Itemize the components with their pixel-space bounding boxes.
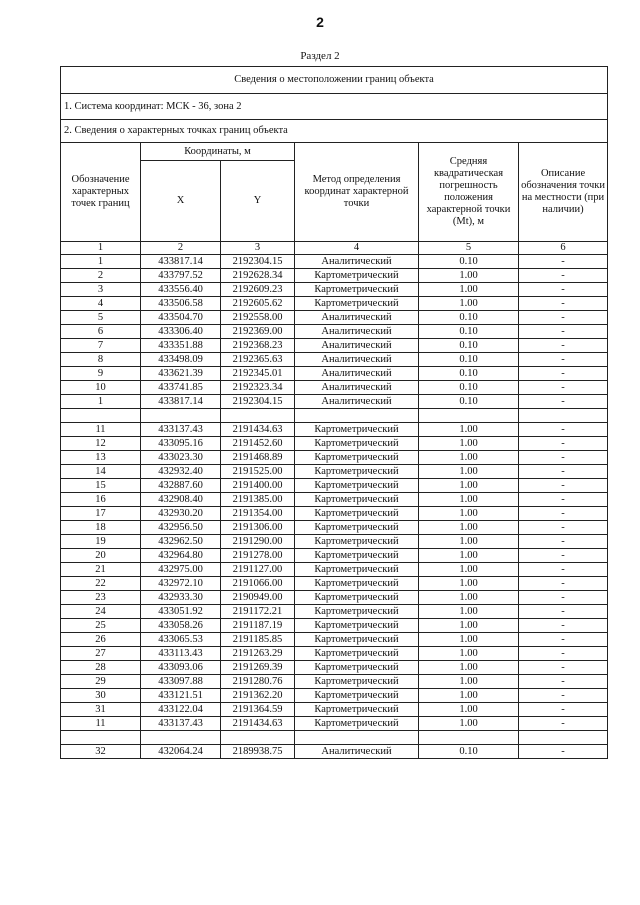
table-row: [61, 675, 608, 689]
header-error: Средняя квадратическая погрешность положения характерной точки (Mt), м: [419, 143, 519, 242]
method-cell: Аналитический: [295, 325, 419, 339]
y-coordinate-cell: 2191354.00: [221, 507, 295, 521]
point-id-cell: 18: [61, 521, 141, 535]
point-id-cell: 21: [61, 563, 141, 577]
y-coordinate-cell: 2191263.29: [221, 647, 295, 661]
error-cell: 1.00: [419, 717, 519, 731]
x-coordinate-cell: 433058.26: [141, 619, 221, 633]
x-coordinate-cell: 433065.53: [141, 633, 221, 647]
error-cell: 0.10: [419, 255, 519, 269]
point-id-cell: 7: [61, 339, 141, 353]
method-cell: Аналитический: [295, 339, 419, 353]
description-cell: -: [519, 451, 608, 465]
y-coordinate-cell: 2191187.19: [221, 619, 295, 633]
description-cell: -: [519, 605, 608, 619]
description-cell: -: [519, 353, 608, 367]
x-coordinate-cell: 433051.92: [141, 605, 221, 619]
error-cell: 1.00: [419, 661, 519, 675]
description-cell: -: [519, 269, 608, 283]
method-cell: Аналитический: [295, 311, 419, 325]
description-cell: -: [519, 311, 608, 325]
error-cell: 1.00: [419, 619, 519, 633]
method-cell: Картометрический: [295, 549, 419, 563]
y-coordinate-cell: 2192369.00: [221, 325, 295, 339]
y-coordinate-cell: 2192368.23: [221, 339, 295, 353]
point-id-cell: 1: [61, 395, 141, 409]
y-coordinate-cell: 2191269.39: [221, 661, 295, 675]
table-row: [61, 605, 608, 619]
y-coordinate-cell: 2192323.34: [221, 381, 295, 395]
x-coordinate-cell: 432064.24: [141, 745, 221, 759]
x-coordinate-cell: 433506.58: [141, 297, 221, 311]
point-id-cell: 30: [61, 689, 141, 703]
y-coordinate-cell: 2191362.20: [221, 689, 295, 703]
page-number: 2: [316, 14, 324, 30]
method-cell: Картометрический: [295, 423, 419, 437]
table-row: [61, 339, 608, 353]
table-row: [61, 465, 608, 479]
points-heading: 2. Сведения о характерных точках границ объекта: [61, 120, 608, 143]
table-row: [61, 283, 608, 297]
x-coordinate-cell: 433621.39: [141, 367, 221, 381]
description-cell: -: [519, 297, 608, 311]
method-cell: Картометрический: [295, 619, 419, 633]
x-coordinate-cell: 433113.43: [141, 647, 221, 661]
y-coordinate-cell: 2190949.00: [221, 591, 295, 605]
error-cell: 1.00: [419, 479, 519, 493]
column-number: 3: [221, 242, 295, 255]
table-row: [61, 745, 608, 759]
error-cell: 1.00: [419, 493, 519, 507]
error-cell: 1.00: [419, 591, 519, 605]
table-row: [61, 311, 608, 325]
error-cell: 1.00: [419, 423, 519, 437]
y-coordinate-cell: [221, 409, 295, 423]
header-method: Метод определения координат характерной точки: [295, 143, 419, 242]
method-cell: Картометрический: [295, 437, 419, 451]
point-id-cell: 4: [61, 297, 141, 311]
y-coordinate-cell: 2192558.00: [221, 311, 295, 325]
method-cell: Аналитический: [295, 381, 419, 395]
point-id-cell: 6: [61, 325, 141, 339]
point-id-cell: 1: [61, 255, 141, 269]
method-cell: Картометрический: [295, 647, 419, 661]
table-row: [61, 731, 608, 745]
column-number: 4: [295, 242, 419, 255]
table-row: [61, 633, 608, 647]
point-id-cell: [61, 409, 141, 423]
y-coordinate-cell: 2192609.23: [221, 283, 295, 297]
method-cell: Картометрический: [295, 507, 419, 521]
method-cell: Картометрический: [295, 577, 419, 591]
point-id-cell: 2: [61, 269, 141, 283]
error-cell: 1.00: [419, 283, 519, 297]
error-cell: 1.00: [419, 647, 519, 661]
error-cell: 1.00: [419, 577, 519, 591]
method-cell: Картометрический: [295, 493, 419, 507]
table-row: [61, 577, 608, 591]
method-cell: Картометрический: [295, 661, 419, 675]
x-coordinate-cell: 433097.88: [141, 675, 221, 689]
method-cell: [295, 731, 419, 745]
x-coordinate-cell: 433351.88: [141, 339, 221, 353]
coordinate-system: 1. Система координат: МСК - 36, зона 2: [61, 94, 608, 120]
description-cell: -: [519, 493, 608, 507]
section-label: Раздел 2: [300, 50, 340, 62]
table-row: [61, 717, 608, 731]
table-row: [61, 619, 608, 633]
point-id-cell: 27: [61, 647, 141, 661]
y-coordinate-cell: 2191280.76: [221, 675, 295, 689]
y-coordinate-cell: 2192605.62: [221, 297, 295, 311]
description-cell: -: [519, 465, 608, 479]
description-cell: -: [519, 745, 608, 759]
table-row: [61, 255, 608, 269]
point-id-cell: 31: [61, 703, 141, 717]
point-id-cell: 16: [61, 493, 141, 507]
error-cell: [419, 731, 519, 745]
error-cell: 0.10: [419, 353, 519, 367]
method-cell: Картометрический: [295, 563, 419, 577]
error-cell: 1.00: [419, 535, 519, 549]
table-row: [61, 703, 608, 717]
x-coordinate-cell: 432933.30: [141, 591, 221, 605]
description-cell: [519, 409, 608, 423]
method-cell: [295, 409, 419, 423]
method-cell: Аналитический: [295, 745, 419, 759]
method-cell: Картометрический: [295, 521, 419, 535]
y-coordinate-cell: [221, 731, 295, 745]
error-cell: 1.00: [419, 689, 519, 703]
point-id-cell: 10: [61, 381, 141, 395]
method-cell: Аналитический: [295, 367, 419, 381]
y-coordinate-cell: 2191364.59: [221, 703, 295, 717]
column-number: 1: [61, 242, 141, 255]
y-coordinate-cell: 2192345.01: [221, 367, 295, 381]
y-coordinate-cell: 2191385.00: [221, 493, 295, 507]
description-cell: -: [519, 423, 608, 437]
description-cell: -: [519, 479, 608, 493]
point-id-cell: 15: [61, 479, 141, 493]
table-row: [61, 297, 608, 311]
description-cell: -: [519, 521, 608, 535]
header-coordinates: Координаты, м: [141, 143, 295, 161]
x-coordinate-cell: 433504.70: [141, 311, 221, 325]
y-coordinate-cell: 2191278.00: [221, 549, 295, 563]
y-coordinate-cell: 2192628.34: [221, 269, 295, 283]
y-coordinate-cell: 2192304.15: [221, 255, 295, 269]
description-cell: -: [519, 507, 608, 521]
description-cell: -: [519, 381, 608, 395]
point-id-cell: 12: [61, 437, 141, 451]
error-cell: 0.10: [419, 381, 519, 395]
method-cell: Аналитический: [295, 395, 419, 409]
table-row: [61, 381, 608, 395]
y-coordinate-cell: 2191400.00: [221, 479, 295, 493]
y-coordinate-cell: 2191172.21: [221, 605, 295, 619]
method-cell: Картометрический: [295, 717, 419, 731]
method-cell: Картометрический: [295, 689, 419, 703]
column-number: 6: [519, 242, 608, 255]
y-coordinate-cell: 2189938.75: [221, 745, 295, 759]
table-row: [61, 647, 608, 661]
point-id-cell: 13: [61, 451, 141, 465]
x-coordinate-cell: [141, 409, 221, 423]
point-id-cell: 11: [61, 423, 141, 437]
description-cell: -: [519, 703, 608, 717]
table-row: [61, 535, 608, 549]
y-coordinate-cell: 2191306.00: [221, 521, 295, 535]
error-cell: 1.00: [419, 297, 519, 311]
method-cell: Картометрический: [295, 535, 419, 549]
point-id-cell: 9: [61, 367, 141, 381]
x-coordinate-cell: 433306.40: [141, 325, 221, 339]
description-cell: -: [519, 325, 608, 339]
point-id-cell: 28: [61, 661, 141, 675]
error-cell: 1.00: [419, 605, 519, 619]
x-coordinate-cell: 432908.40: [141, 493, 221, 507]
x-coordinate-cell: 433817.14: [141, 395, 221, 409]
description-cell: -: [519, 395, 608, 409]
y-coordinate-cell: 2191434.63: [221, 717, 295, 731]
table-row: [61, 409, 608, 423]
x-coordinate-cell: 432964.80: [141, 549, 221, 563]
y-coordinate-cell: 2191290.00: [221, 535, 295, 549]
table-row: [61, 325, 608, 339]
error-cell: 0.10: [419, 367, 519, 381]
description-cell: -: [519, 647, 608, 661]
description-cell: -: [519, 633, 608, 647]
error-cell: 1.00: [419, 703, 519, 717]
error-cell: [419, 409, 519, 423]
y-coordinate-cell: 2191525.00: [221, 465, 295, 479]
description-cell: -: [519, 619, 608, 633]
point-id-cell: 25: [61, 619, 141, 633]
method-cell: Аналитический: [295, 353, 419, 367]
x-coordinate-cell: 432975.00: [141, 563, 221, 577]
table-body: [61, 255, 608, 759]
column-number: 5: [419, 242, 519, 255]
description-cell: -: [519, 717, 608, 731]
description-cell: -: [519, 549, 608, 563]
error-cell: 0.10: [419, 395, 519, 409]
method-cell: Картометрический: [295, 675, 419, 689]
description-cell: -: [519, 661, 608, 675]
description-cell: -: [519, 255, 608, 269]
table-row: [61, 507, 608, 521]
point-id-cell: 19: [61, 535, 141, 549]
y-coordinate-cell: 2192304.15: [221, 395, 295, 409]
description-cell: -: [519, 577, 608, 591]
table-row: [61, 479, 608, 493]
x-coordinate-cell: 433121.51: [141, 689, 221, 703]
point-id-cell: 20: [61, 549, 141, 563]
table-title: Сведения о местоположении границ объекта: [61, 67, 608, 94]
header-designation: Обозначение характерных точек границ: [61, 143, 141, 242]
error-cell: 1.00: [419, 563, 519, 577]
error-cell: 1.00: [419, 549, 519, 563]
column-number: 2: [141, 242, 221, 255]
header-y: Y: [221, 161, 295, 242]
x-coordinate-cell: 432930.20: [141, 507, 221, 521]
error-cell: 1.00: [419, 269, 519, 283]
description-cell: -: [519, 563, 608, 577]
point-id-cell: 11: [61, 717, 141, 731]
method-cell: Картометрический: [295, 269, 419, 283]
error-cell: 1.00: [419, 465, 519, 479]
table-row: [61, 521, 608, 535]
x-coordinate-cell: 433797.52: [141, 269, 221, 283]
x-coordinate-cell: 432956.50: [141, 521, 221, 535]
table-row: [61, 493, 608, 507]
description-cell: [519, 731, 608, 745]
method-cell: Картометрический: [295, 479, 419, 493]
x-coordinate-cell: 432932.40: [141, 465, 221, 479]
table-row: [61, 423, 608, 437]
point-id-cell: 17: [61, 507, 141, 521]
x-coordinate-cell: 433817.14: [141, 255, 221, 269]
boundary-points-table: [60, 66, 608, 759]
x-coordinate-cell: 432962.50: [141, 535, 221, 549]
table-row: [61, 367, 608, 381]
header-x: X: [141, 161, 221, 242]
table-row: [61, 395, 608, 409]
method-cell: Картометрический: [295, 591, 419, 605]
method-cell: Картометрический: [295, 703, 419, 717]
header-description: Описание обозначения точки на местности (при наличии): [519, 143, 608, 242]
description-cell: -: [519, 367, 608, 381]
point-id-cell: 23: [61, 591, 141, 605]
point-id-cell: 14: [61, 465, 141, 479]
table-row: [61, 353, 608, 367]
table-row: [61, 563, 608, 577]
description-cell: -: [519, 339, 608, 353]
description-cell: -: [519, 689, 608, 703]
x-coordinate-cell: 433023.30: [141, 451, 221, 465]
point-id-cell: 5: [61, 311, 141, 325]
x-coordinate-cell: [141, 731, 221, 745]
x-coordinate-cell: 433122.04: [141, 703, 221, 717]
error-cell: 1.00: [419, 507, 519, 521]
point-id-cell: 26: [61, 633, 141, 647]
error-cell: 0.10: [419, 311, 519, 325]
table-row: [61, 661, 608, 675]
x-coordinate-cell: 433741.85: [141, 381, 221, 395]
method-cell: Картометрический: [295, 283, 419, 297]
error-cell: 1.00: [419, 521, 519, 535]
point-id-cell: 24: [61, 605, 141, 619]
error-cell: 0.10: [419, 325, 519, 339]
error-cell: 0.10: [419, 339, 519, 353]
point-id-cell: [61, 731, 141, 745]
description-cell: -: [519, 591, 608, 605]
table-row: [61, 549, 608, 563]
x-coordinate-cell: 432972.10: [141, 577, 221, 591]
error-cell: 1.00: [419, 675, 519, 689]
description-cell: -: [519, 437, 608, 451]
method-cell: Картометрический: [295, 605, 419, 619]
y-coordinate-cell: 2191452.60: [221, 437, 295, 451]
point-id-cell: 32: [61, 745, 141, 759]
description-cell: -: [519, 283, 608, 297]
x-coordinate-cell: 433093.06: [141, 661, 221, 675]
method-cell: Картометрический: [295, 451, 419, 465]
x-coordinate-cell: 433556.40: [141, 283, 221, 297]
method-cell: Картометрический: [295, 465, 419, 479]
description-cell: -: [519, 535, 608, 549]
x-coordinate-cell: 433137.43: [141, 423, 221, 437]
y-coordinate-cell: 2191066.00: [221, 577, 295, 591]
y-coordinate-cell: 2191185.85: [221, 633, 295, 647]
method-cell: Аналитический: [295, 255, 419, 269]
point-id-cell: 3: [61, 283, 141, 297]
x-coordinate-cell: 433498.09: [141, 353, 221, 367]
table-row: [61, 451, 608, 465]
point-id-cell: 8: [61, 353, 141, 367]
x-coordinate-cell: 433137.43: [141, 717, 221, 731]
y-coordinate-cell: 2192365.63: [221, 353, 295, 367]
y-coordinate-cell: 2191127.00: [221, 563, 295, 577]
method-cell: Картометрический: [295, 297, 419, 311]
x-coordinate-cell: 432887.60: [141, 479, 221, 493]
error-cell: 1.00: [419, 633, 519, 647]
point-id-cell: 29: [61, 675, 141, 689]
table-row: [61, 437, 608, 451]
error-cell: 1.00: [419, 451, 519, 465]
point-id-cell: 22: [61, 577, 141, 591]
y-coordinate-cell: 2191434.63: [221, 423, 295, 437]
table-row: [61, 269, 608, 283]
table-row: [61, 591, 608, 605]
y-coordinate-cell: 2191468.89: [221, 451, 295, 465]
error-cell: 0.10: [419, 745, 519, 759]
x-coordinate-cell: 433095.16: [141, 437, 221, 451]
method-cell: Картометрический: [295, 633, 419, 647]
error-cell: 1.00: [419, 437, 519, 451]
table-row: [61, 689, 608, 703]
description-cell: -: [519, 675, 608, 689]
